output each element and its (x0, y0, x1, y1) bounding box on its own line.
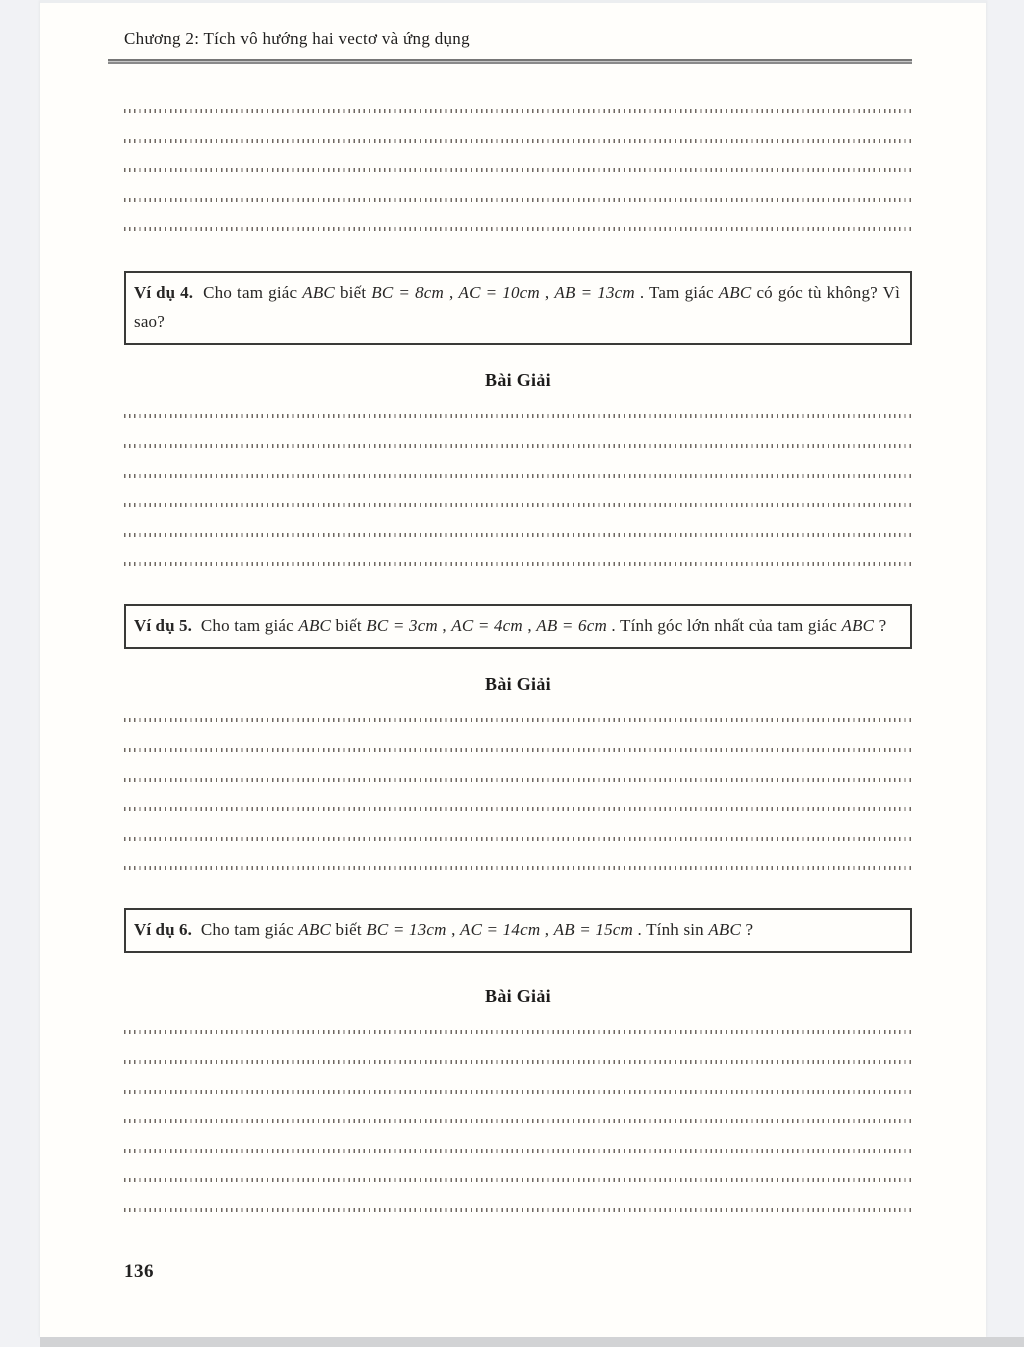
plain-text: ? (741, 920, 754, 940)
answer-lines-solution-2 (124, 718, 912, 870)
plain-text: , (444, 283, 459, 303)
answer-line (124, 198, 912, 202)
math-text: BC = 13cm (366, 920, 447, 940)
answer-line (124, 503, 912, 507)
math-text: ABC (298, 616, 332, 636)
header-rule (108, 59, 912, 64)
answer-line (124, 1208, 912, 1212)
answer-line (124, 837, 912, 841)
answer-line (124, 444, 912, 448)
math-text: BC = 3cm (366, 616, 438, 636)
math-text: AC = 4cm (451, 616, 523, 636)
chapter-title: Chương 2: Tích vô hướng hai vectơ và ứng dụng (124, 29, 470, 48)
plain-text: , (522, 616, 537, 636)
example-6-box (124, 908, 912, 953)
math-text: BC = 8cm (371, 283, 445, 303)
answer-line (124, 227, 912, 231)
answer-line (124, 1090, 912, 1094)
example-label: Ví dụ 4. (134, 283, 194, 303)
answer-lines-solution-3 (124, 1030, 912, 1212)
answer-line (124, 778, 912, 782)
answer-lines-solution-1 (124, 414, 912, 566)
answer-line (124, 1178, 912, 1182)
answer-line (124, 414, 912, 418)
answer-line (124, 1149, 912, 1153)
example-label: Ví dụ 5. (134, 616, 192, 636)
answer-line (124, 807, 912, 811)
answer-line (124, 139, 912, 143)
plain-text: . Tam giác (634, 283, 719, 303)
answer-line (124, 1060, 912, 1064)
answer-line (124, 748, 912, 752)
math-text: AC = 14cm (459, 920, 541, 940)
solution-heading-1: Bài Giải (485, 370, 551, 391)
answer-line (124, 562, 912, 566)
math-text: AB = 15cm (553, 920, 634, 940)
math-text: ABC (841, 616, 875, 636)
math-text: ABC (708, 920, 742, 940)
plain-text: . Tính sin (633, 920, 709, 940)
plain-text: . Tính góc lớn nhất của tam giác (606, 616, 842, 636)
example-5-text (134, 611, 900, 640)
math-text: ABC (302, 283, 335, 303)
answer-line (124, 1119, 912, 1123)
example-4-text (134, 278, 900, 336)
plain-text: , (540, 920, 554, 940)
plain-text: ? (874, 616, 887, 636)
answer-line (124, 718, 912, 722)
answer-line (124, 533, 912, 537)
plain-text: , (446, 920, 460, 940)
math-text: ABC (298, 920, 332, 940)
example-5-box (124, 604, 912, 649)
answer-line (124, 109, 912, 113)
math-text: ABC (718, 283, 752, 303)
plain-text: có góc tù không? Vì sao? (134, 283, 901, 332)
solution-heading-2: Bài Giải (485, 674, 551, 695)
page-content (40, 3, 986, 1284)
bottom-edge-bar (40, 1337, 1024, 1347)
document-page (40, 0, 986, 1337)
page-number: 136 (124, 1260, 154, 1282)
plain-text: , (539, 283, 555, 303)
example-label: Ví dụ 6. (134, 920, 192, 940)
plain-text: biết (331, 920, 367, 940)
answer-line (124, 1030, 912, 1034)
math-text: AB = 13cm (554, 283, 635, 303)
plain-text: Cho tam giác (200, 616, 299, 636)
answer-line (124, 474, 912, 478)
solution-heading-3: Bài Giải (485, 986, 551, 1007)
math-text: AC = 10cm (458, 283, 540, 303)
plain-text: biết (334, 283, 372, 303)
plain-text: biết (331, 616, 367, 636)
plain-text: Cho tam giác (203, 283, 303, 303)
example-4-box (124, 271, 912, 345)
answer-lines-intro (124, 109, 912, 231)
plain-text: , (437, 616, 452, 636)
plain-text: Cho tam giác (200, 920, 299, 940)
example-6-text (134, 915, 900, 944)
answer-line (124, 866, 912, 870)
answer-line (124, 168, 912, 172)
math-text: AB = 6cm (536, 616, 607, 636)
